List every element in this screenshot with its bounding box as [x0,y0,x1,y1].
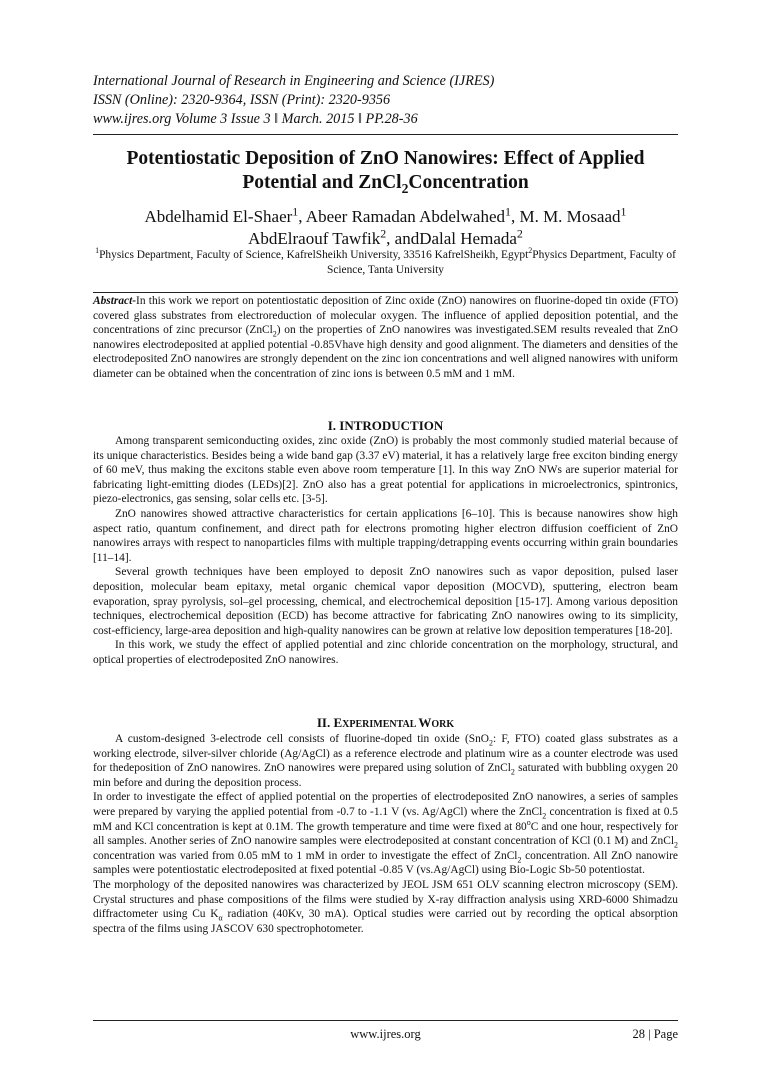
paragraph [93,878,678,936]
affiliation-1: Physics Department, Faculty of Science, KafrelSheikh University, 33516 KafrelSheikh, Egypt [99,249,529,261]
paragraph [93,732,678,790]
subscript: 2 [489,738,493,748]
paragraph [93,790,678,878]
text: saturated with bubbling oxygen 20 min before and during the deposition process. [93,762,678,789]
author-name: Abeer Ramadan Abdelwahed [305,207,505,226]
footer-website: www.ijres.org [350,1027,421,1041]
author-name: Abdelhamid El-Shaer [144,207,293,226]
title-text: Potential and ZnCl [242,172,402,193]
author-separator: , [298,207,306,226]
section-heading-introduction: I. INTRODUCTION [327,418,444,433]
author-name: Dalal Hemada [419,229,517,248]
paragraph: ZnO nanowires showed attractive characteristics for certain applications [6–10]. This is because nanowires show high aspect ratio, quantum confinement, and direct path for electrons promoting higher electron diffusion coefficient of ZnO nanowires arrays with respect to nanoparticles films with multiple trapping/detrapping events occurring within grain boundaries [11–14]. [93,507,678,564]
journal-header [93,72,494,129]
subscript: α [218,913,223,923]
text: The morphology of the deposited nanowires was characterized by JEOL JSM 651 OLV scanning electron microscopy (SEM). Crystal structures and phase compositions of the films were studied by X-ray diffraction analysis using XRD-6000 Shimadzu diffractometer using Cu K [93,878,678,921]
title-line-2 [93,171,678,195]
section-heading-experimental [93,715,678,733]
author-affil-mark: 1 [292,204,299,219]
header-divider [93,134,678,135]
text: C and one hour, respectively for all samples. Another series of ZnO nanowire samples were electrodeposited at constant concentration of KCl (0.1 M) and ZnCl [93,820,678,848]
experimental-body [93,732,678,936]
journal-name: International Journal of Research in Engineering and Science (IJRES) [93,73,495,89]
footer-page-number: 28 | Page [632,1027,678,1041]
paragraph: Several growth techniques have been employed to deposit ZnO nanowires such as vapor deposition, pulsed laser deposition, molecular beam epitaxy, metal organic chemical vapor deposition (MOCVD), sputtering, electron beam evaporation, spray pyrolysis, sol–gel processing, chemical, and electrochemical deposition [15-17]. Among various deposition techniques, electrochemical deposition (ECD) has become attractive for fabricating ZnO nanowires owing to its simplicity, cost-efficiency, large-area deposition and high-quality nanowires can be grown at relative low deposition temperatures [18-20]. [93,566,678,637]
abstract [93,294,678,382]
title-line-1: Potentiostatic Deposition of ZnO Nanowires: Effect of Applied [126,148,645,169]
paper-title [93,147,678,195]
subscript: 2 [542,811,547,821]
affiliations [93,248,678,277]
text: : F, FTO) coated glass substrates as a working electrode, silver-silver chloride (Ag/AgCl) as a reference electrode and platinum wire as a counter electrode was used for thedeposition of ZnO nanowires. ZnO nanowires were prepared using solution of ZnCl [93,733,678,775]
title-text-end: Concentration [408,172,529,193]
author-list [93,206,678,250]
abstract-label: Abstract- [93,295,137,307]
heading-smallcaps: ORK [431,719,455,730]
abstract-text: In this work we report on potentiostatic deposition of Zinc oxide (ZnO) nanowires on fluorine-doped tin oxide (FTO) covered glass substrates from electroreduction of molecular oxygen. The influence of applied deposition potential, and the concentrations of zinc precursor (ZnCl [93,295,678,337]
author-name: AbdElraouf Tawfik [248,229,381,248]
author-affil-mark: 1 [505,204,511,219]
text: concentration. All ZnO nanowire samples were potentiostatic electrodeposited at fixed potential -0.85 V (vs.Ag/AgCl) using Bio-Logic Sb-50 potentiostat. [93,849,678,877]
introduction-body [93,434,678,668]
heading-text: W [418,715,432,730]
subscript: 2 [674,840,678,850]
text: radiation (40Kv, 30 mA). Optical studies were carried out by recording the optical absorption spectra of the films using JASCOV 630 spectrophotometer. [93,908,678,935]
text: A custom-designed 3-electrode cell consists of fluorine-doped tin oxide (SnO [115,733,489,745]
author-separator: , [510,207,520,226]
heading-smallcaps: XPERIMENTAL [342,719,419,730]
text: concentration is fixed at 0.5 mM and KCl concentration is kept at 0.1M. The growth temperature and time were fixed at 80 [93,805,678,833]
paragraph: In this work, we study the effect of applied potential and zinc chloride concentration on the morphology, structural, and optical properties of electrodeposited ZnO nanowires. [93,639,678,666]
journal-volume: www.ijres.org Volume 3 Issue 3 ǁ March. 2015 ǁ PP.28-36 [93,111,418,127]
abstract-text-cont: ) on the properties of ZnO nanowires was investigated.SEM results revealed that ZnO nanowires electrodeposited at applied potential -0.85Vhave high density and good alignment. The diameters and densities of the electrodeposited ZnO nanowires are strongly dependent on the zinc ion concentrations and well aligned nanowires with uniform diameter can be obtained when the concentration of zinc ions is between 0.5 mM and 1 mM. [93,324,678,380]
degree-mark: o [526,817,531,827]
author-line-2 [93,228,678,250]
affil-mark: 2 [528,246,533,256]
author-line-1 [93,206,678,228]
abstract-subscript: 2 [272,329,277,339]
heading-text: E [333,715,343,730]
author-affil-mark: 2 [380,226,387,241]
journal-issn: ISSN (Online): 2320-9364, ISSN (Print): 2320-9356 [93,92,391,108]
subscript: 2 [517,855,522,865]
title-subscript: 2 [401,180,409,196]
author-name: M. M. Mosaad [519,207,621,226]
author-affil-mark: 1 [620,204,627,219]
affiliation-2: Physics Department, Faculty of Science, Tanta University [327,249,676,276]
subscript: 2 [510,767,515,777]
author-affil-mark: 2 [516,226,523,241]
text: concentration was varied from 0.05 mM to 1 mM in order to investigate the effect of ZnCl [93,849,518,862]
heading-number: II. [316,715,334,730]
paragraph: Among transparent semiconducting oxides, zinc oxide (ZnO) is probably the most commonly studied material because of its unique characteristics. Besides being a wide band gap (3.37 eV) material, it has a relatively large free exciton binding energy of 60 meV, thus making the excitons stable even above room temperature [1]. In this way ZnO NWs are superior material for fabricating light-emitting diodes (LEDs)[2]. ZnO also has a great potential for applications in microelectronics, spintronics, piezo-electronics, gas sensing, solar cells etc. [3-5]. [93,435,678,506]
footer-divider [93,1020,678,1021]
affil-mark: 1 [95,246,100,256]
text: In order to investigate the effect of applied potential on the properties of electrodeposited ZnO nanowires, a series of samples were prepared by varying the applied potential from -0.7 to -1.1 V (vs. Ag/AgCl) where the ZnCl [93,791,678,818]
abstract-divider [93,292,678,293]
author-separator: , and [386,229,420,248]
